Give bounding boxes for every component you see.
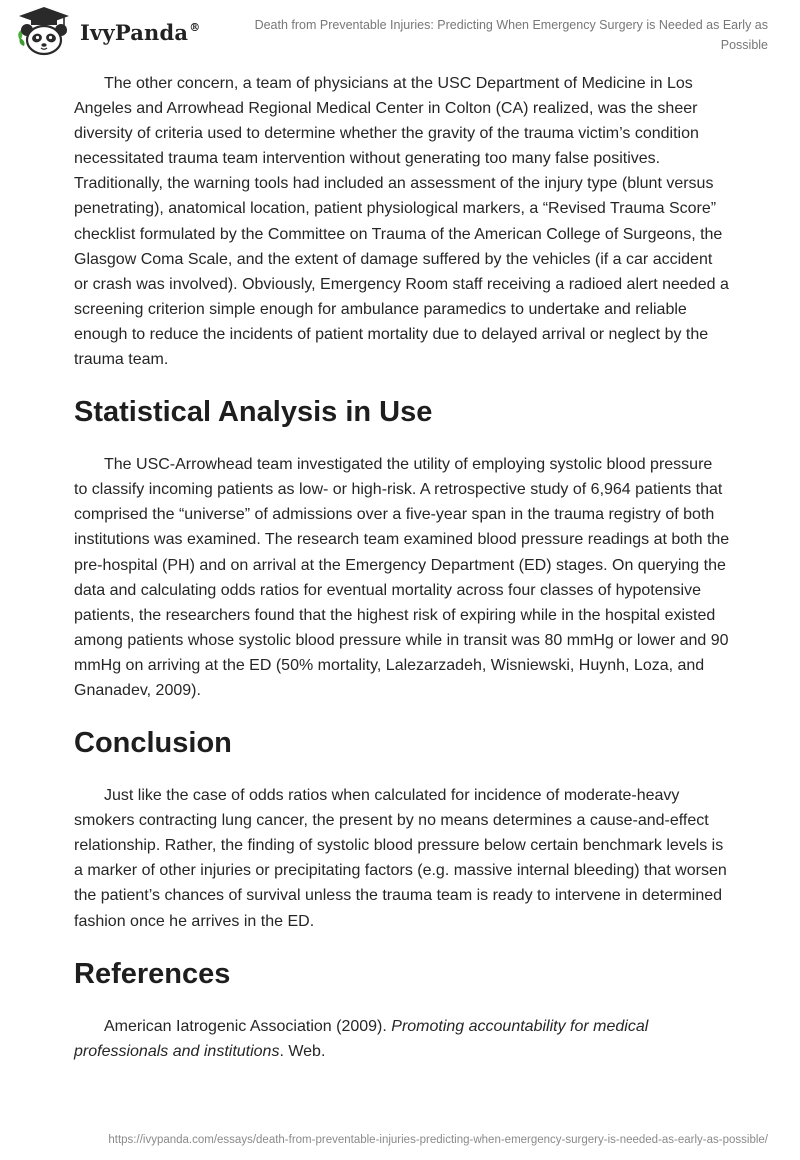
reference-suffix: . Web. xyxy=(279,1042,326,1060)
source-url[interactable]: https://ivypanda.com/essays/death-from-preventable-injuries-predicting-when-emergency-surgery-is-needed-as-early-as-possible/ xyxy=(108,1134,768,1146)
ivypanda-logo[interactable] xyxy=(14,6,200,56)
reference-title: Promoting accountability for medical professionals and institutions xyxy=(74,1017,649,1060)
reference-author: American Iatrogenic Association (2009). xyxy=(104,1017,392,1035)
registered-mark: ® xyxy=(189,20,201,34)
analysis-paragraph: The USC-Arrowhead team investigated the utility of employing systolic blood pressure to classify incoming patients as low- or high-risk. A retrospective study of 6,964 patients that comprised the “universe” of admissions over a five-year span in the trauma registry of both institutions was examined. The research team examined blood pressure readings at both the pre-hospital (PH) and on arrival at the Emergency Department (ED) stages. On querying the data and calculating odds ratios for eventual mortality across four classes of hypotensive patients, the researchers found that the highest risk of expiring while in the hospital existed among patients whose systolic blood pressure while in transit was 80 mmHg or lower and 90 mmHg on arriving at the ED (50% mortality, Lalezarzadeh, Wisniewski, Huynh, Loza, and Gnanadev, 2009). xyxy=(74,456,730,699)
heading-references: References xyxy=(74,957,231,990)
essay-body xyxy=(74,71,730,1064)
page-header xyxy=(0,0,800,60)
document-title: Death from Preventable Injuries: Predicting When Emergency Surgery is Needed as Early as Possible xyxy=(254,18,768,52)
logo-text: IvyPanda® xyxy=(80,19,201,45)
conclusion-paragraph: Just like the case of odds ratios when calculated for incidence of moderate-heavy smokers contracting lung cancer, the present by no means determines a cause-and-effect relationship. Rather, the finding of systolic blood pressure below certain benchmark levels is a marker of other injuries or precipitating factors (e.g. massive internal bleeding) that worsen the patient’s chances of survival unless the trauma team is ready to intervene in determined fashion once he arrives in the ED. xyxy=(74,787,727,930)
heading-statistical-analysis: Statistical Analysis in Use xyxy=(74,396,433,429)
reference-entry xyxy=(74,1014,730,1064)
panda-graduate-icon xyxy=(14,6,74,56)
heading-conclusion: Conclusion xyxy=(74,727,232,760)
intro-paragraph: The other concern, a team of physicians at the USC Department of Medicine in Los Angeles and Arrowhead Regional Medical Center in Colton (CA) realized, was the sheer diversity of criteria used to determine whether the gravity of the trauma victim’s condition necessitated trauma team intervention without generating too many false positives. Traditionally, the warning tools had included an assessment of the injury type (blunt versus penetrating), anatomical location, patient physiological markers, a “Revised Trauma Score” checklist formulated by the Committee on Trauma of the American College of Surgeons, the Glasgow Coma Scale, and the extent of damage suffered by the vehicles (if a car accident or crash was involved). Obviously, Emergency Room staff receiving a radioed alert needed a screening criterion simple enough for ambulance paramedics to undertake and reliable enough to reduce the incidents of patient mortality due to delayed arrival or neglect by the trauma team. xyxy=(74,75,729,369)
